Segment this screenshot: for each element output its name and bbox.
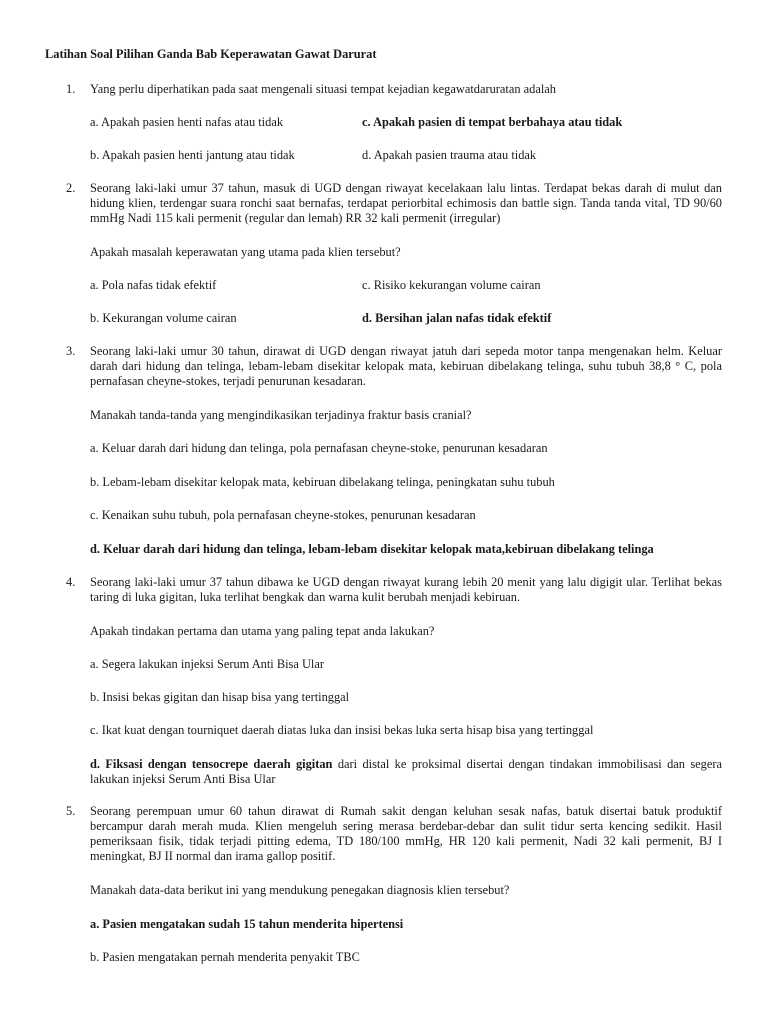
question-stem: Seorang perempuan umur 60 tahun dirawat di Rumah sakit dengan keluhan sesak nafas, batuk disertai batuk produktif bercampur darah merah muda. Klien mengeluh sering merasa berdebar-debar dan sulit tidur serta kencing sedikit. Hasil pemeriksaan fisik, tidak terjadi pitting edema, TD 180/100 mmHg, HR 120 kali permenit, Nadi 32 kali permenit, BJ I meningkat, BJ II normal dan irama gallop positif. bbox=[90, 804, 722, 863]
question-stem: Yang perlu diperhatikan pada saat mengenali situasi tempat kejadian kegawatdaruratan adalah bbox=[90, 82, 556, 96]
option-a-answer: a. Pasien mengatakan sudah 15 tahun menderita hipertensi bbox=[90, 917, 404, 931]
question-number: 2. bbox=[66, 181, 76, 195]
option-a: a. Keluar darah dari hidung dan telinga, pola pernafasan cheyne-stoke, penurunan kesadaran bbox=[90, 441, 548, 455]
question-number: 3. bbox=[66, 344, 76, 358]
question-prompt: Apakah tindakan pertama dan utama yang paling tepat anda lakukan? bbox=[90, 624, 435, 638]
question-number: 1. bbox=[66, 82, 76, 96]
option-d: d. Apakah pasien trauma atau tidak bbox=[362, 148, 537, 162]
document-title: Latihan Soal Pilihan Ganda Bab Keperawatan Gawat Darurat bbox=[45, 47, 377, 61]
question-number: 4. bbox=[66, 575, 76, 589]
option-b: b. Apakah pasien henti jantung atau tidak bbox=[90, 148, 295, 162]
question-number: 5. bbox=[66, 804, 76, 818]
question-prompt: Manakah data-data berikut ini yang mendukung penegakan diagnosis klien tersebut? bbox=[90, 883, 510, 897]
option-c: c. Kenaikan suhu tubuh, pola pernafasan cheyne-stokes, penurunan kesadaran bbox=[90, 508, 476, 522]
option-b: b. Pasien mengatakan pernah menderita penyakit TBC bbox=[90, 950, 360, 964]
option-d-answer: d. Fiksasi dengan tensocrepe daerah gigitan dari distal ke proksimal disertai dengan tindakan immobilisasi dan segera lakukan injeksi Serum Anti Bisa Ular bbox=[90, 757, 722, 786]
option-d-answer: d. Bersihan jalan nafas tidak efektif bbox=[362, 311, 552, 325]
question-prompt: Manakah tanda-tanda yang mengindikasikan terjadinya fraktur basis cranial? bbox=[90, 408, 472, 422]
option-b: b. Insisi bekas gigitan dan hisap bisa yang tertinggal bbox=[90, 690, 350, 704]
question-stem: Seorang laki-laki umur 30 tahun, dirawat di UGD dengan riwayat jatuh dari sepeda motor tanpa mengenakan helm. Keluar darah dari hidung dan telinga, lebam-lebam disekitar kelopak mata, kebiruan dibelakang telinga, suhu tubuh 38,8 ° C, pola pernafasan cheyne-stokes, terjadi penurunan kesadaran. bbox=[90, 344, 722, 388]
option-d-answer: d. Keluar darah dari hidung dan telinga, lebam-lebam disekitar kelopak mata,kebiruan dibelakang telinga bbox=[90, 542, 654, 556]
option-c: c. Risiko kekurangan volume cairan bbox=[362, 278, 541, 292]
question-stem: Seorang laki-laki umur 37 tahun, masuk di UGD dengan riwayat kecelakaan lalu lintas. Terdapat bekas darah di mulut dan hidung klien, terdengar suara ronchi saat bernafas, terdapat periorbital echimosis dan battle sign. Tanda tanda vital, TD 90/60 mmHg Nadi 115 kali permenit (regular dan lemah) RR 32 kali permenit (irregular) bbox=[90, 181, 722, 225]
option-a: a. Segera lakukan injeksi Serum Anti Bisa Ular bbox=[90, 657, 324, 671]
question-prompt: Apakah masalah keperawatan yang utama pada klien tersebut? bbox=[90, 245, 401, 259]
option-c: c. Ikat kuat dengan tourniquet daerah diatas luka dan insisi bekas luka serta hisap bisa yang tertinggal bbox=[90, 723, 594, 737]
option-a: a. Pola nafas tidak efektif bbox=[90, 278, 217, 292]
option-c-answer: c. Apakah pasien di tempat berbahaya atau tidak bbox=[362, 115, 623, 129]
option-b: b. Kekurangan volume cairan bbox=[90, 311, 237, 325]
question-stem: Seorang laki-laki umur 37 tahun dibawa ke UGD dengan riwayat kurang lebih 20 menit yang lalu digigit ular. Terlihat bekas taring di luka gigitan, luka terlihat bengkak dan warna kulit berubah menjadi kebiruan. bbox=[90, 575, 722, 604]
option-b: b. Lebam-lebam disekitar kelopak mata, kebiruan dibelakang telinga, peningkatan suhu tubuh bbox=[90, 475, 555, 489]
option-a: a. Apakah pasien henti nafas atau tidak bbox=[90, 115, 284, 129]
